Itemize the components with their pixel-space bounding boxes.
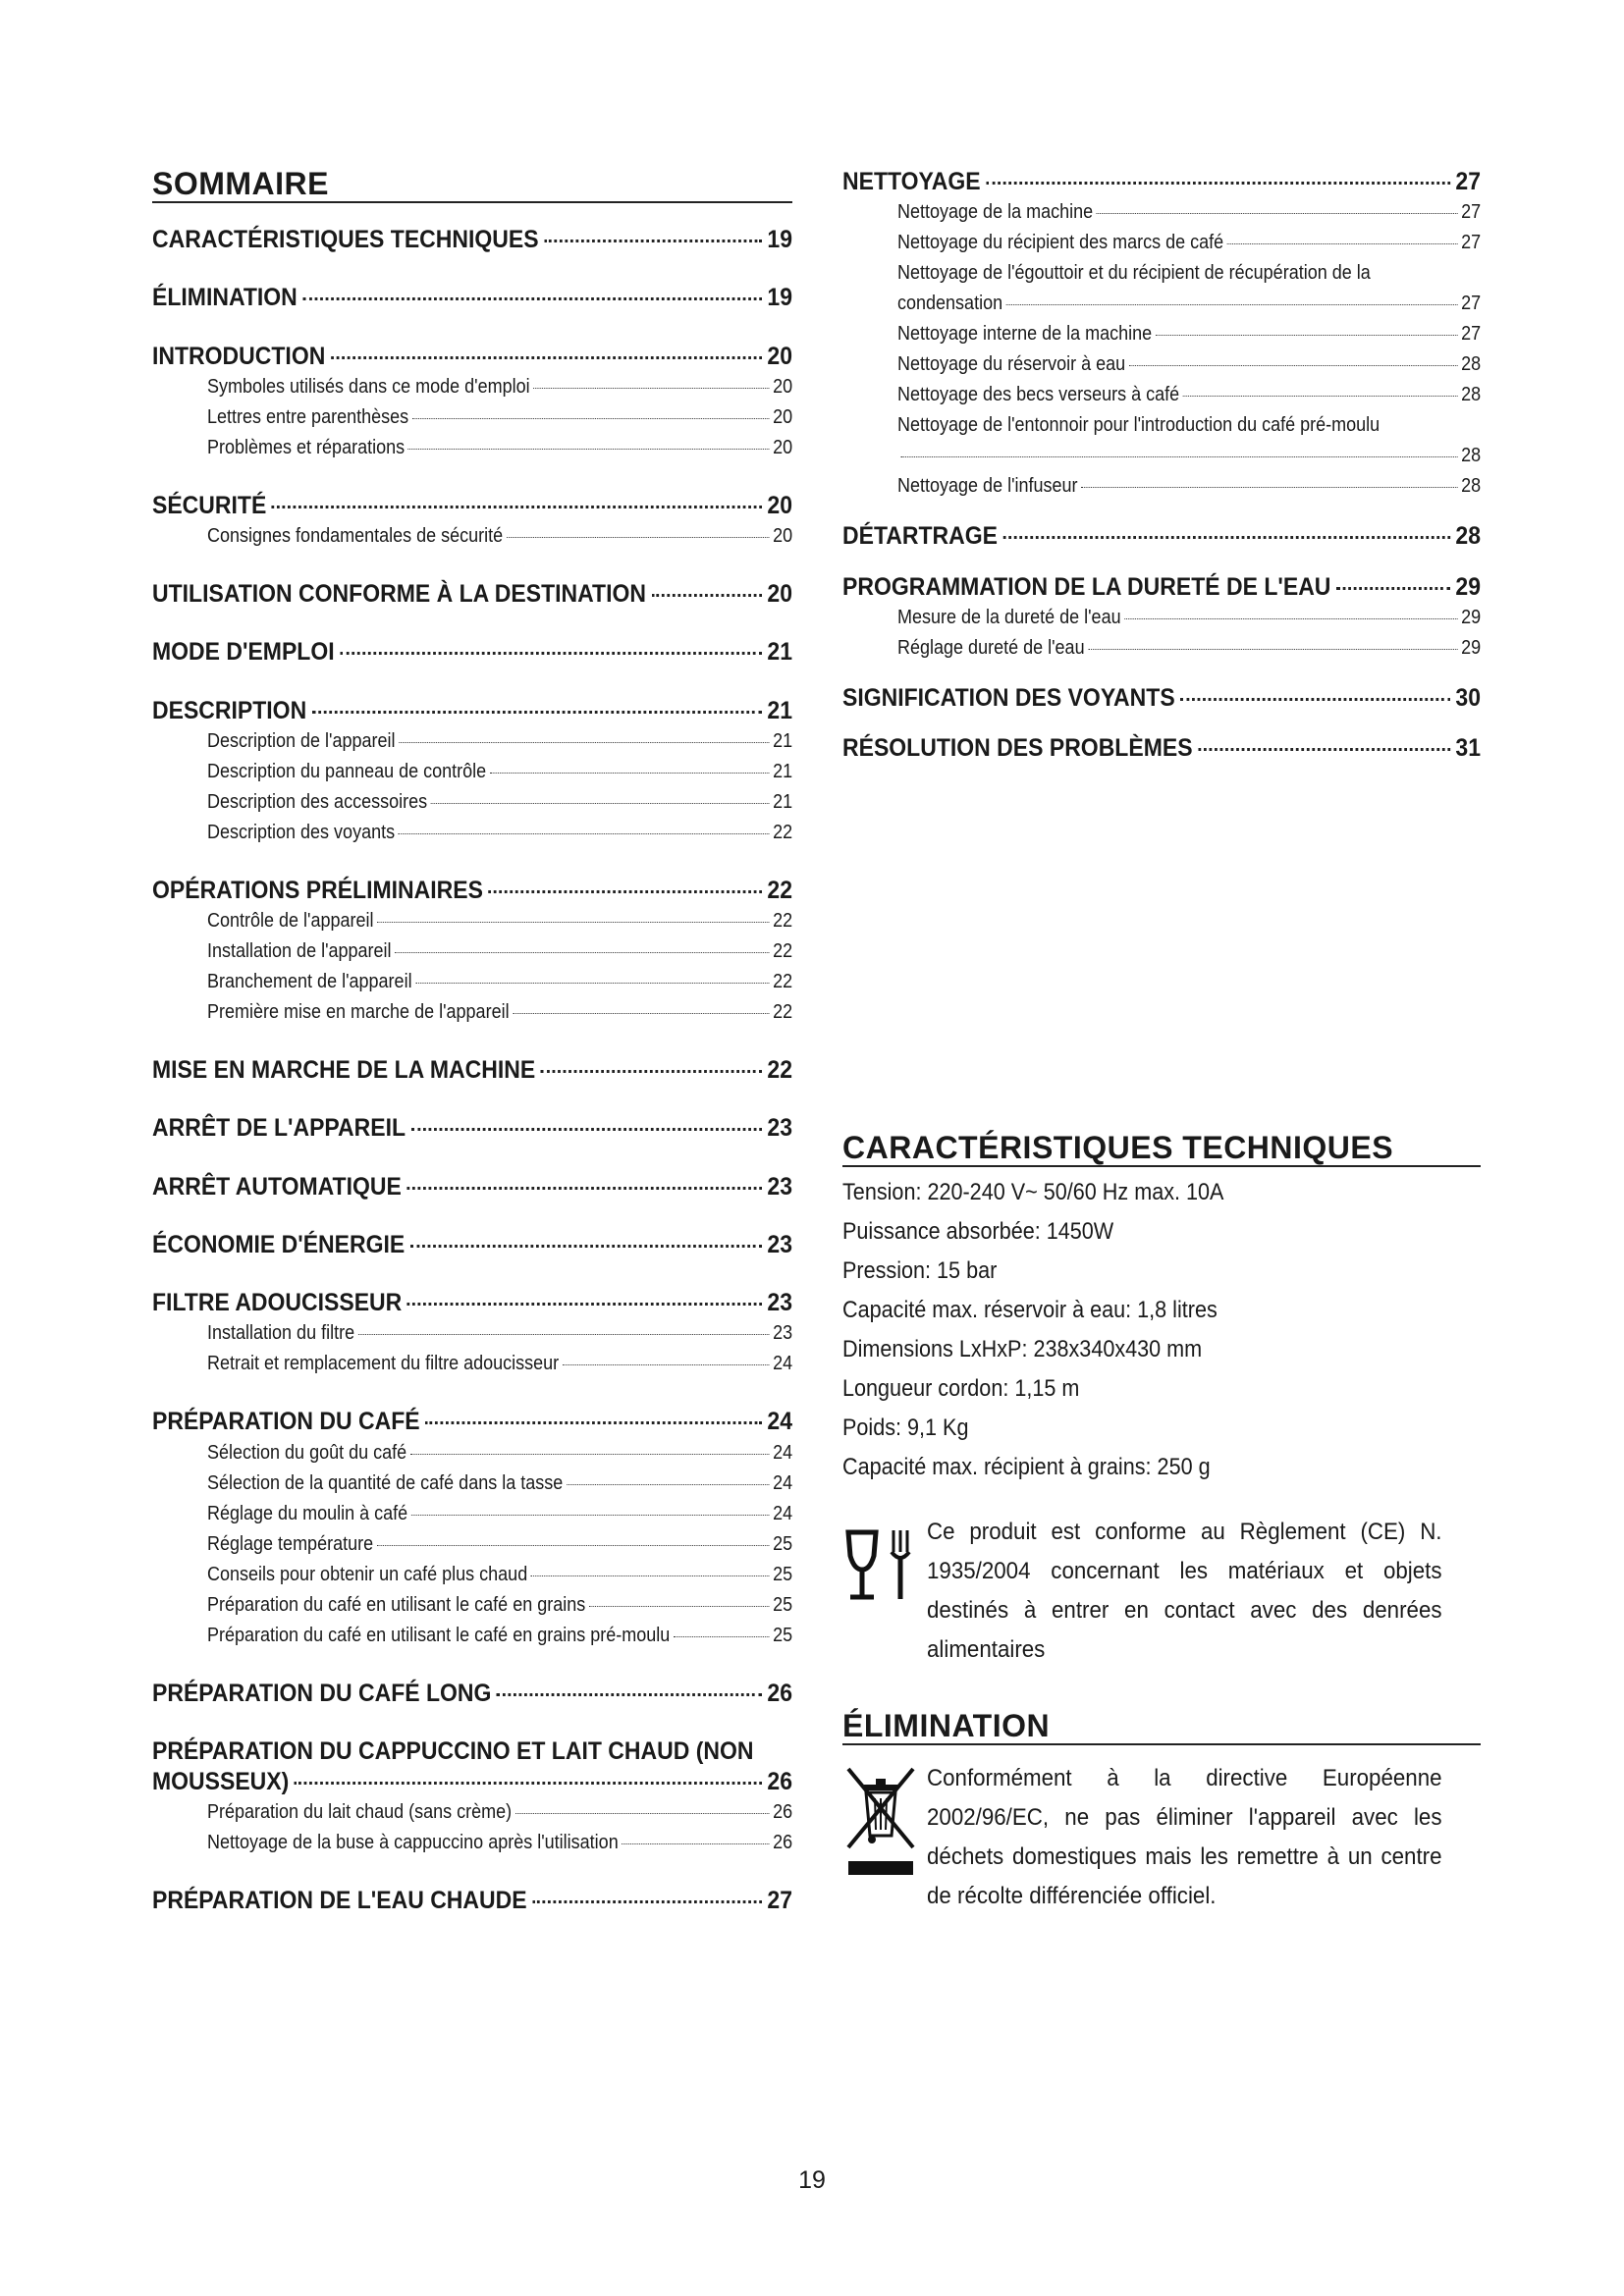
dot-leader [295, 1782, 762, 1785]
dot-leader [490, 773, 770, 774]
toc-subsection-title: Branchement de l'appareil [207, 971, 412, 993]
toc-subsection-title: Nettoyage de l'égouttoir et du récipient de récupération de la [897, 262, 1371, 285]
toc-subsection-title: Nettoyage du récipient des marcs de café [897, 232, 1224, 254]
toc-page-number: 26 [773, 1801, 793, 1824]
dot-leader [312, 711, 762, 714]
section-gap [152, 1260, 792, 1288]
toc-subsection-title: Problèmes et réparations [207, 436, 406, 458]
toc-page-number: 23 [767, 1172, 793, 1201]
toc-subsection-title: Installation du filtre [207, 1322, 355, 1345]
toc-section-title: PRÉPARATION DE L'EAU CHAUDE [152, 1887, 527, 1915]
toc-subsection-title: Nettoyage de la machine [897, 201, 1094, 224]
toc-page-number: 23 [767, 1289, 793, 1317]
dot-leader [541, 1070, 762, 1073]
toc-subsection-title: Nettoyage du réservoir à eau [897, 353, 1126, 376]
toc-subsection-title: Conseils pour obtenir un café plus chaud [207, 1563, 528, 1585]
dot-leader [425, 1421, 762, 1424]
specs-list [842, 1173, 1481, 1487]
toc-subsection-title: Nettoyage des becs verseurs à café [897, 384, 1180, 406]
toc-subsection-entry [207, 1590, 792, 1621]
dot-leader [412, 418, 770, 419]
toc-page-number: 26 [773, 1832, 793, 1854]
toc-page-number: 20 [773, 375, 793, 398]
toc-section-title: CARACTÉRISTIQUES TECHNIQUES [152, 226, 539, 254]
toc-page-number: 21 [773, 729, 793, 752]
toc-subsection-title: Contrôle de l'appareil [207, 910, 374, 933]
toc-subsection-title: Retrait et remplacement du filtre adoucisseur [207, 1353, 560, 1375]
toc-page-number: 22 [773, 1001, 793, 1024]
toc-section-entry [842, 683, 1481, 714]
toc-page-number: 20 [767, 580, 793, 609]
toc-subsection-entry [897, 603, 1481, 633]
toc-section-entry [152, 696, 792, 726]
toc-page-number: 20 [767, 491, 793, 519]
section-gap [842, 664, 1481, 683]
dot-leader [563, 1364, 770, 1365]
toc-page-number: 27 [767, 1887, 793, 1915]
toc-section-entry [152, 1288, 792, 1318]
section-gap [152, 1202, 792, 1230]
toc-section-title: PRÉPARATION DU CAFÉ LONG [152, 1679, 492, 1707]
toc-page-number: 22 [773, 971, 793, 993]
toc-right-list [842, 167, 1481, 764]
dot-leader [408, 449, 770, 450]
toc-page-number: 22 [767, 876, 793, 904]
toc-subsection-entry [207, 521, 792, 552]
toc-page-number: 27 [1455, 168, 1482, 195]
dot-leader [901, 456, 1458, 457]
food-contact-text: Ce produit est conforme au Règlement (CE) N. 1935/2004 concernant les matériaux et objets destinés à entrer en contact avec des denrées alimentaires [927, 1519, 1442, 1664]
toc-section-title: ÉCONOMIE D'ÉNERGIE [152, 1230, 406, 1258]
toc-page-number: 24 [773, 1441, 793, 1464]
section-gap [152, 1709, 792, 1736]
spec-line: Puissance absorbée: 1450W [842, 1218, 1114, 1246]
toc-subsection-entry [207, 906, 792, 936]
toc-subsection-entry [207, 967, 792, 997]
toc-page-number: 25 [773, 1624, 793, 1646]
toc-section-entry [152, 342, 792, 372]
toc-page-number: 26 [767, 1768, 793, 1796]
toc-section-title: OPÉRATIONS PRÉLIMINAIRES [152, 876, 483, 904]
food-contact-notice [842, 1513, 1481, 1670]
dot-leader [589, 1606, 770, 1607]
dot-leader [410, 1245, 762, 1248]
dot-leader [415, 983, 769, 984]
dot-leader [1180, 698, 1450, 701]
toc-page-number: 27 [1461, 293, 1482, 315]
toc-subsection-entry [207, 372, 792, 402]
toc-subsection-entry [207, 1349, 792, 1379]
toc-page-number: 23 [773, 1322, 793, 1345]
toc-subsection-title: Préparation du café en utilisant le café en grains [207, 1593, 586, 1616]
toc-subsection-entry [897, 228, 1481, 258]
toc-subsection-title: Préparation du café en utilisant le café en grains pré-moulu [207, 1624, 671, 1646]
dot-leader [1003, 536, 1450, 539]
dot-leader [532, 1900, 762, 1903]
dot-leader [399, 833, 770, 834]
toc-section-title: PROGRAMMATION DE LA DURETÉ DE L'EAU [842, 572, 1331, 601]
toc-subsection-entry [897, 410, 1481, 471]
toc-title: SOMMAIRE [152, 167, 792, 203]
spec-line: Poids: 9,1 Kg [842, 1415, 969, 1442]
toc-subsection-entry [897, 471, 1481, 502]
toc-subsection-entry [897, 633, 1481, 664]
disposal-title: ÉLIMINATION [842, 1709, 1481, 1745]
toc-page-number: 20 [767, 342, 793, 370]
dot-leader [567, 1484, 770, 1485]
toc-subsection-title: Description des voyants [207, 821, 396, 843]
toc-subsection-entry [897, 380, 1481, 410]
toc-page-number: 27 [1461, 232, 1482, 254]
dot-leader [1088, 649, 1457, 650]
section-gap [152, 463, 792, 491]
toc-section-entry [152, 1055, 792, 1086]
section-gap [152, 1379, 792, 1407]
toc-section-entry [842, 167, 1481, 197]
toc-page-number: 25 [773, 1563, 793, 1585]
toc-section-title: FILTRE ADOUCISSEUR [152, 1289, 403, 1317]
toc-page-number: 27 [1461, 323, 1482, 346]
dot-leader [411, 1128, 762, 1131]
dot-leader [1124, 618, 1457, 619]
dot-leader [986, 182, 1450, 185]
toc-page-number: 21 [767, 696, 793, 724]
toc-subsection-entry [207, 402, 792, 433]
dot-leader [1198, 748, 1450, 751]
toc-page-number: 27 [1461, 201, 1482, 224]
toc-subsection-title: Mesure de la dureté de l'eau [897, 606, 1121, 628]
dot-leader [407, 1303, 762, 1306]
toc-page-number: 29 [1461, 636, 1482, 659]
toc-subsection-entry [207, 1797, 792, 1828]
toc-section-entry [152, 637, 792, 667]
toc-subsection-title: Nettoyage de l'entonnoir pour l'introduction du café pré-moulu [897, 414, 1380, 437]
dot-leader [302, 297, 762, 300]
toc-section-title: MISE EN MARCHE DE LA MACHINE [152, 1056, 536, 1085]
toc-subsection-title: Nettoyage de l'infuseur [897, 475, 1078, 498]
section-gap [152, 610, 792, 637]
toc-subsection-entry [207, 1560, 792, 1590]
toc-subsection-title-cont: condensation [897, 293, 1003, 315]
toc-subsection-title: Description du panneau de contrôle [207, 760, 487, 782]
toc-section-entry [152, 1172, 792, 1202]
toc-section-title: SÉCURITÉ [152, 491, 267, 519]
toc-section-title: PRÉPARATION DU CAPPUCCINO ET LAIT CHAUD (NON [152, 1736, 754, 1765]
toc-page-number: 28 [1455, 522, 1482, 551]
toc-page-number: 29 [1461, 606, 1482, 628]
dot-leader [1129, 365, 1458, 366]
disposal-notice [842, 1759, 1481, 1916]
toc-subsection-title: Consignes fondamentales de sécurité [207, 525, 504, 548]
toc-page-number: 28 [1461, 445, 1482, 467]
toc-section-entry [842, 521, 1481, 552]
section-gap [152, 1858, 792, 1886]
dot-leader [513, 1013, 769, 1014]
toc-section-entry [842, 733, 1481, 764]
dot-leader [1097, 213, 1458, 214]
toc-section-title: ÉLIMINATION [152, 284, 298, 312]
section-gap [842, 714, 1481, 733]
toc-subsection-entry [207, 1621, 792, 1651]
toc-section-entry [152, 1679, 792, 1709]
toc-subsection-entry [207, 1468, 792, 1499]
toc-subsection-title: Symboles utilisés dans ce mode d'emploi [207, 375, 530, 398]
toc-subsection-entry [207, 1529, 792, 1560]
section-gap [152, 1086, 792, 1113]
toc-section-entry [152, 579, 792, 610]
toc-page-number: 31 [1455, 734, 1482, 762]
dot-leader [497, 1693, 762, 1696]
toc-subsection-entry [207, 757, 792, 787]
dot-leader [1227, 243, 1458, 244]
toc-subsection-title: Sélection de la quantité de café dans la tasse [207, 1471, 564, 1494]
toc-subsection-title-line2 [897, 441, 1481, 471]
dot-leader [340, 652, 762, 655]
toc-left-column [152, 167, 792, 1917]
dot-leader [674, 1636, 770, 1637]
page-number: 19 [798, 2166, 826, 2194]
toc-page-number: 26 [767, 1679, 793, 1707]
toc-page-number: 22 [773, 910, 793, 933]
dot-leader [488, 890, 761, 893]
toc-subsection-title-line2 [897, 289, 1481, 319]
toc-section-title: UTILISATION CONFORME À LA DESTINATION [152, 580, 646, 609]
dot-leader [431, 803, 770, 804]
dot-leader [410, 1454, 770, 1455]
dot-leader [395, 952, 769, 953]
toc-page-number: 25 [773, 1593, 793, 1616]
toc-section-entry [152, 1230, 792, 1260]
toc-subsection-title: Nettoyage interne de la machine [897, 323, 1153, 346]
toc-section-title: DESCRIPTION [152, 696, 307, 724]
dot-leader [358, 1334, 770, 1335]
toc-subsection-title: Installation de l'appareil [207, 940, 392, 963]
toc-subsection-title: Réglage dureté de l'eau [897, 636, 1085, 659]
toc-subsection-title: Première mise en marche de l'appareil [207, 1001, 510, 1024]
toc-page-number: 28 [1461, 353, 1482, 376]
toc-page-number: 28 [1461, 475, 1482, 498]
toc-section-entry [152, 1886, 792, 1916]
section-gap [842, 553, 1481, 572]
spec-line: Capacité max. récipient à grains: 250 g [842, 1454, 1211, 1481]
toc-page-number: 19 [767, 284, 793, 312]
toc-page-number: 25 [773, 1532, 793, 1555]
toc-section-title-line2 [152, 1767, 792, 1797]
specs-section [842, 1131, 1481, 1916]
toc-section-title-cont: MOUSSEUX) [152, 1768, 290, 1796]
toc-section-entry [152, 225, 792, 255]
toc-subsection-entry [207, 1438, 792, 1468]
dot-leader [544, 240, 762, 242]
spec-line: Dimensions LxHxP: 238x340x430 mm [842, 1336, 1203, 1363]
section-gap [152, 314, 792, 342]
toc-right-column [842, 167, 1482, 1910]
toc-page-number: 22 [767, 1056, 793, 1085]
section-gap [152, 668, 792, 696]
toc-page-number: 24 [773, 1502, 793, 1524]
dot-leader [406, 1187, 762, 1190]
spec-line: Capacité max. réservoir à eau: 1,8 litres [842, 1297, 1218, 1324]
toc-subsection-entry [207, 1499, 792, 1529]
crossed-bin-icon [842, 1759, 927, 1890]
dot-leader [377, 1545, 770, 1546]
dot-leader [411, 1515, 770, 1516]
dot-leader [1336, 587, 1450, 590]
toc-page-number: 30 [1455, 683, 1482, 712]
toc-page-number: 23 [767, 1114, 793, 1143]
toc-page-number: 21 [773, 760, 793, 782]
toc-page-number: 24 [773, 1471, 793, 1494]
dot-leader [1156, 335, 1458, 336]
toc-subsection-entry [207, 1828, 792, 1858]
toc-subsection-entry [897, 258, 1481, 319]
toc-section-title: PRÉPARATION DU CAFÉ [152, 1408, 420, 1436]
section-gap [152, 1651, 792, 1679]
toc-subsection-title: Description de l'appareil [207, 729, 396, 752]
toc-subsection-title: Réglage du moulin à café [207, 1502, 408, 1524]
dot-leader [1081, 487, 1457, 488]
toc-section-title: RÉSOLUTION DES PROBLÈMES [842, 734, 1193, 762]
toc-page-number: 28 [1461, 384, 1482, 406]
toc-section-title: MODE D'EMPLOI [152, 638, 335, 667]
toc-page-number: 20 [773, 525, 793, 548]
toc-page-number: 22 [773, 821, 793, 843]
dot-leader [507, 537, 770, 538]
toc-subsection-entry [207, 936, 792, 967]
toc-section-entry [842, 572, 1481, 603]
toc-subsection-entry [207, 787, 792, 818]
section-gap [152, 255, 792, 283]
toc-section-title: DÉTARTRAGE [842, 522, 999, 551]
dot-leader [331, 356, 762, 359]
toc-page-number: 21 [767, 638, 793, 667]
toc-page-number: 24 [767, 1408, 793, 1436]
dot-leader [531, 1575, 770, 1576]
toc-subsection-entry [207, 997, 792, 1028]
section-gap [152, 552, 792, 579]
toc-subsection-entry [207, 433, 792, 463]
toc-subsection-entry [897, 197, 1481, 228]
toc-subsection-entry [897, 319, 1481, 349]
toc-page-number: 24 [773, 1353, 793, 1375]
toc-page-number: 19 [767, 226, 793, 254]
toc-section-title: INTRODUCTION [152, 342, 326, 370]
toc-page-number: 21 [773, 790, 793, 813]
dot-leader [272, 506, 762, 508]
section-gap [842, 502, 1481, 521]
toc-subsection-title: Nettoyage de la buse à cappuccino après l'utilisation [207, 1832, 619, 1854]
toc-page-number: 23 [767, 1230, 793, 1258]
toc-subsection-title: Lettres entre parenthèses [207, 405, 409, 428]
disposal-text: Conformément à la directive Européenne 2002/96/EC, ne pas éliminer l'appareil avec les déchets domestiques mais les remettre à un centre de récolte différenciée officiel. [927, 1765, 1442, 1910]
toc-section-entry [152, 283, 792, 313]
toc-page-number: 20 [773, 436, 793, 458]
specs-title: CARACTÉRISTIQUES TECHNIQUES [842, 1131, 1481, 1167]
toc-section-entry [152, 1407, 792, 1437]
toc-section-entry [152, 1113, 792, 1144]
toc-section-entry [152, 1736, 792, 1798]
toc-page-number: 20 [773, 405, 793, 428]
toc-page-number: 22 [773, 940, 793, 963]
toc-subsection-entry [207, 1318, 792, 1349]
spec-line: Longueur cordon: 1,15 m [842, 1375, 1080, 1403]
toc-section-title: NETTOYAGE [842, 168, 981, 195]
dot-leader [652, 594, 762, 597]
section-gap [152, 1145, 792, 1172]
toc-left-list [152, 225, 792, 1917]
dot-leader [515, 1813, 770, 1814]
toc-subsection-title: Description des accessoires [207, 790, 428, 813]
spec-line: Pression: 15 bar [842, 1257, 998, 1285]
section-gap [152, 848, 792, 876]
dot-leader [533, 388, 769, 389]
dot-leader [399, 742, 769, 743]
toc-subsection-title: Réglage température [207, 1532, 374, 1555]
toc-page-number: 29 [1455, 572, 1482, 601]
dot-leader [1006, 304, 1458, 305]
toc-subsection-entry [897, 349, 1481, 380]
toc-subsection-entry [207, 726, 792, 757]
dot-leader [622, 1843, 769, 1844]
section-gap [152, 1028, 792, 1055]
toc-section-entry [152, 876, 792, 906]
toc-subsection-title: Sélection du goût du café [207, 1441, 407, 1464]
toc-section-entry [152, 491, 792, 521]
food-contact-icon [842, 1513, 927, 1620]
dot-leader [1183, 396, 1458, 397]
toc-section-title: ARRÊT DE L'APPAREIL [152, 1114, 406, 1143]
toc-subsection-title: Préparation du lait chaud (sans crème) [207, 1801, 513, 1824]
toc-section-title: SIGNIFICATION DES VOYANTS [842, 683, 1175, 712]
toc-section-title: ARRÊT AUTOMATIQUE [152, 1172, 402, 1201]
toc-subsection-entry [207, 818, 792, 848]
spec-line: Tension: 220-240 V~ 50/60 Hz max. 10A [842, 1179, 1224, 1206]
dot-leader [377, 922, 769, 923]
